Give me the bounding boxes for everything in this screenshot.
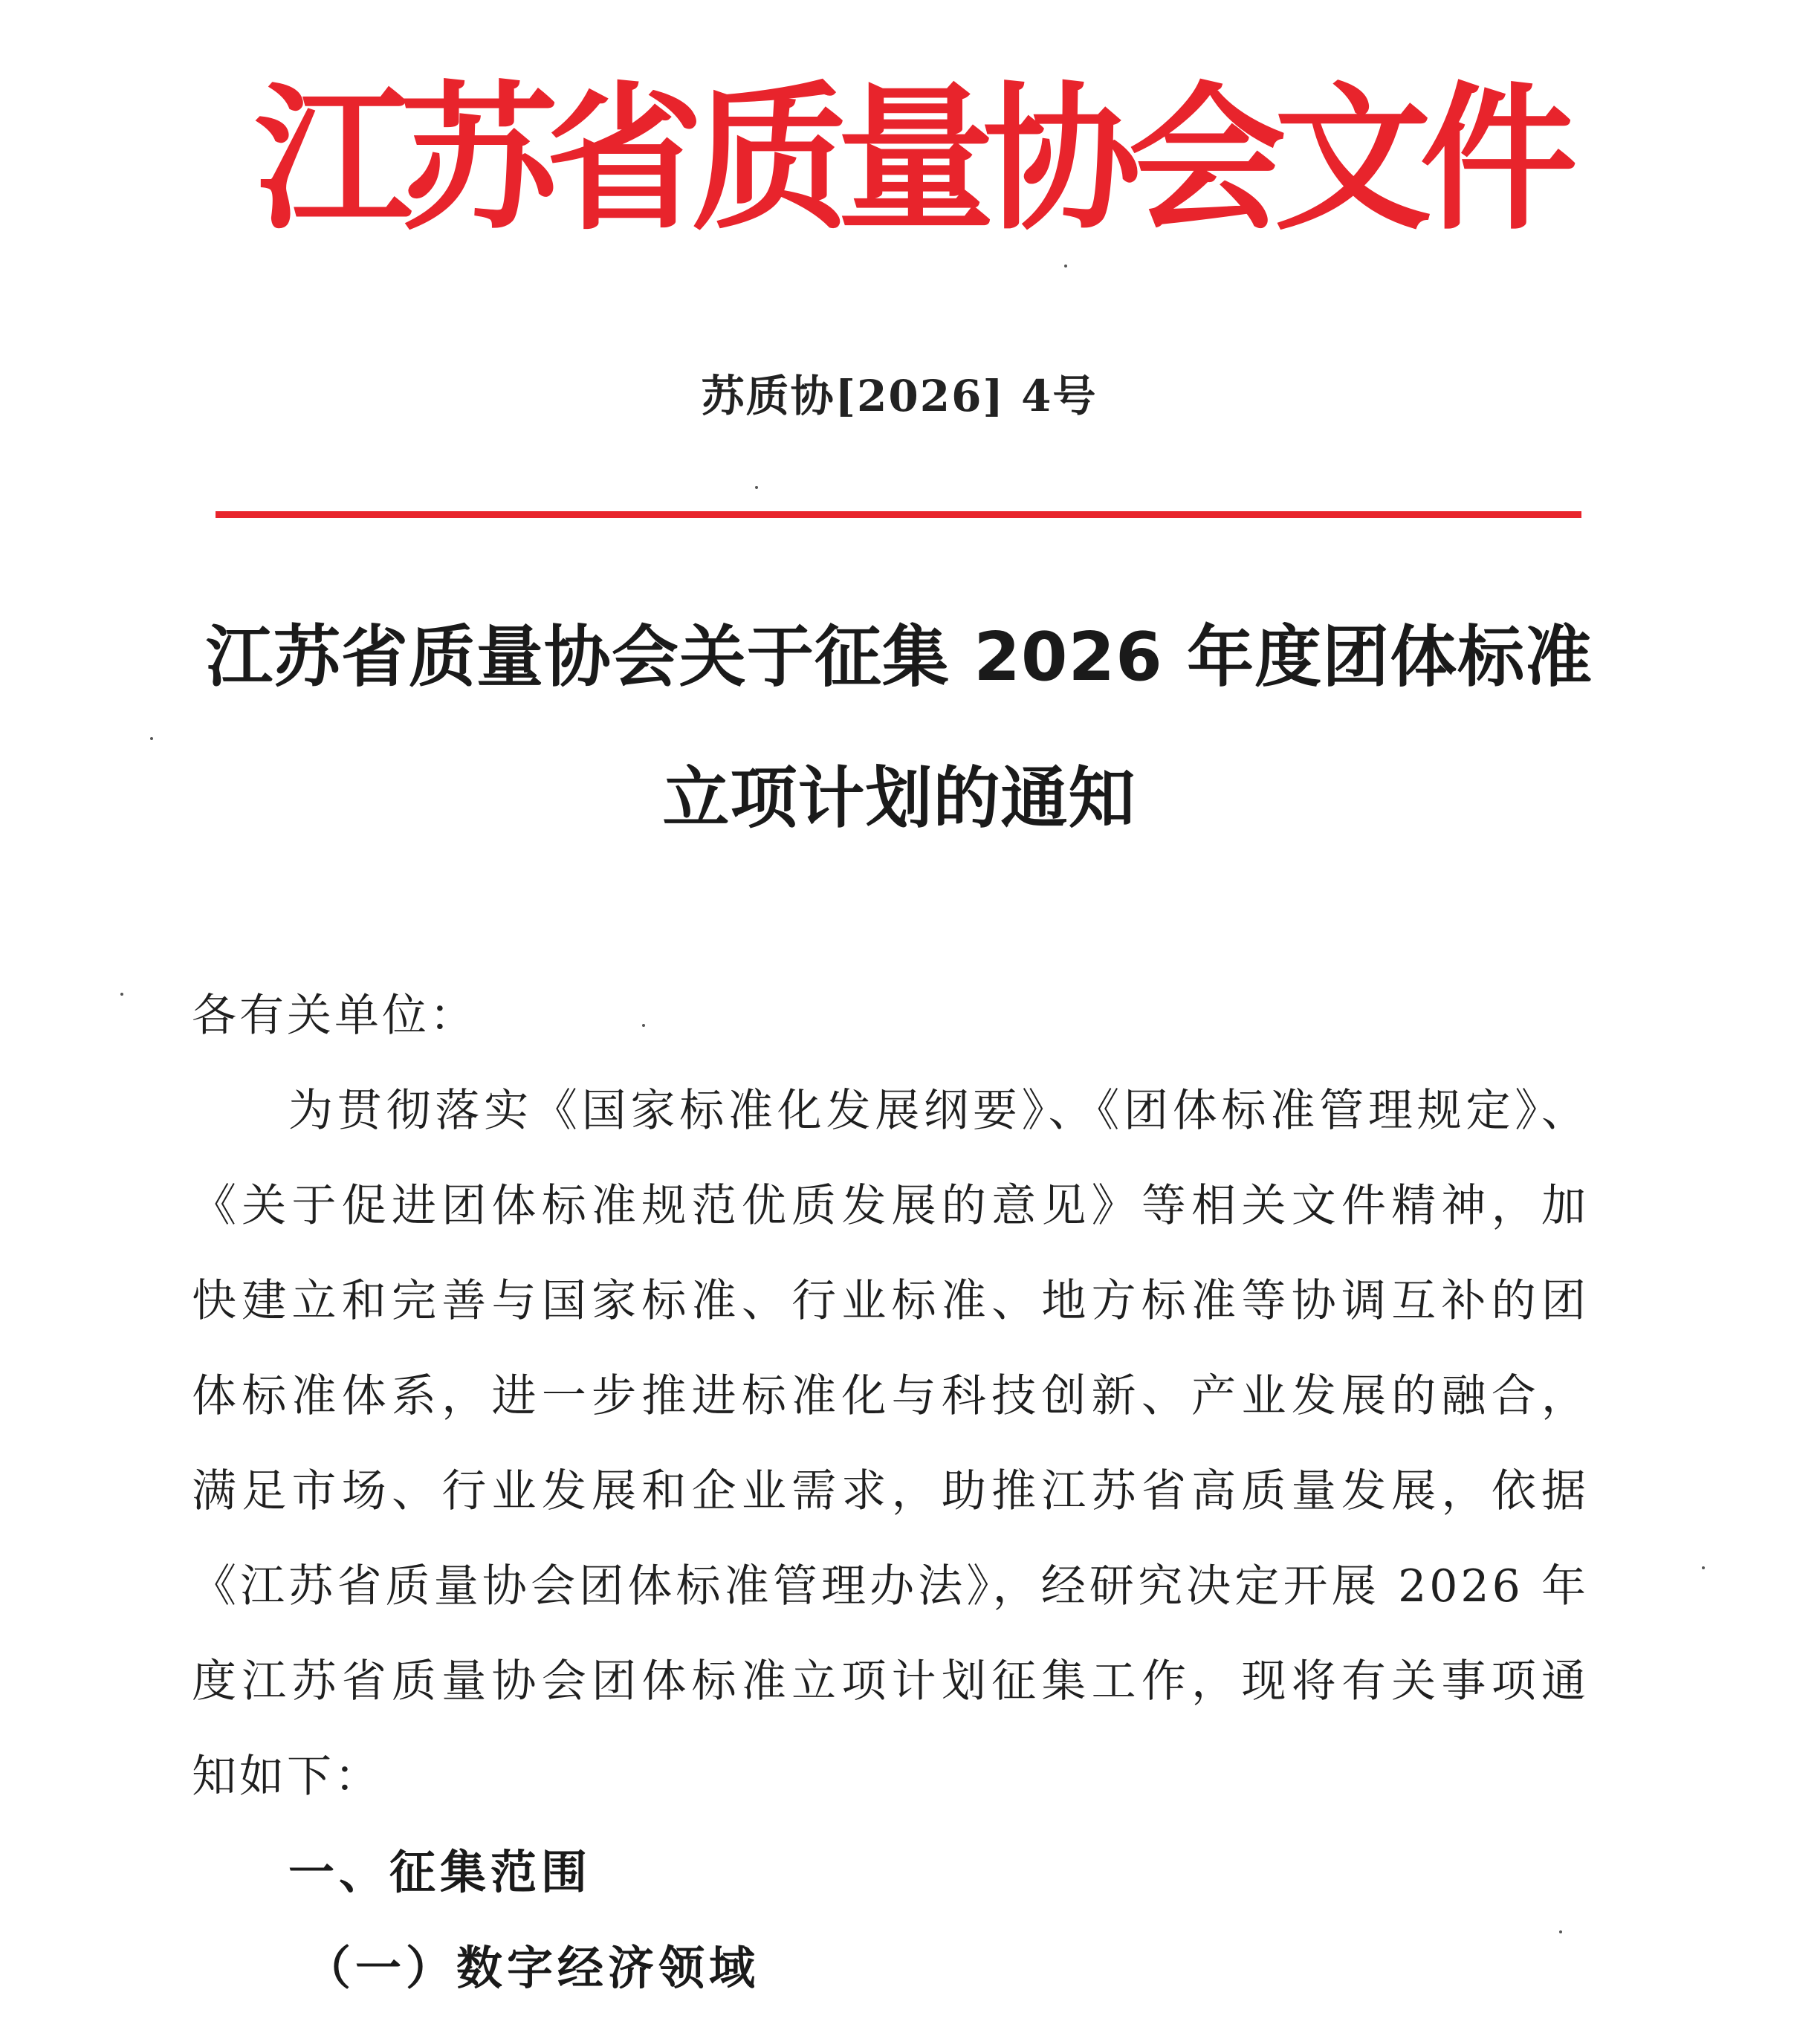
paragraph-line: 《关于促进团体标准规范优质发展的意见》等相关文件精神，加 [192,1180,1589,1232]
document-masthead [0,68,1820,251]
paragraph-line: 体标准体系，进一步推进标准化与科技创新、产业发展的融合， [192,1370,1589,1422]
scan-speck [642,1024,645,1027]
paragraph-line: 满足市场、行业发展和企业需求，助推江苏省高质量发展，依据 [192,1465,1589,1517]
paragraph-line: 为贯彻落实《国家标准化发展纲要》、《团体标准管理规定》、 [288,1085,1589,1137]
document-title-line-1: 江苏省质量协会关于征集 2026 年度团体标准 [205,618,1593,696]
scan-speck [755,486,758,489]
masthead-char: 协 [982,68,1141,251]
masthead-char: 会 [1128,68,1286,251]
masthead-char: 省 [545,68,704,251]
masthead-char: 文 [1274,68,1432,251]
paragraph-line: 《江苏省质量协会团体标准管理办法》，经研究决定开展 2026 年 [192,1560,1589,1612]
scan-speck [1064,265,1067,267]
masthead-char: 江 [254,68,412,251]
scan-speck [1559,1930,1562,1933]
scan-speck [1702,1566,1705,1569]
paragraph-line: 度江苏省质量协会团体标准立项计划征集工作，现将有关事项通 [192,1656,1589,1708]
masthead-char: 质 [691,68,849,251]
paragraph-line: 快建立和完善与国家标准、行业标准、地方标准等协调互补的团 [192,1275,1589,1327]
masthead-char: 件 [1419,68,1578,251]
masthead-char: 苏 [400,68,558,251]
subsection-heading: （一）数字经济领域 [305,1941,760,1995]
red-separator-line [216,511,1581,518]
scan-speck [150,737,153,740]
document-title-line-2: 立项计划的通知 [662,759,1136,837]
scan-speck [120,993,123,996]
document-number: 苏质协[2026] 4号 [701,371,1098,421]
paragraph-line: 知如下： [192,1751,382,1803]
salutation: 各有关单位： [192,990,477,1042]
section-heading: 一、征集范围 [288,1845,592,1899]
masthead-char: 量 [837,68,995,251]
